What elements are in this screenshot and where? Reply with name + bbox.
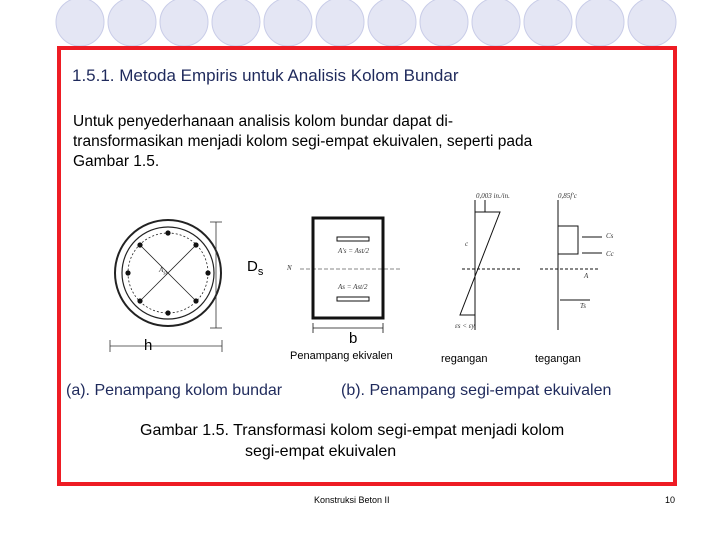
figure-caption-line-1: Gambar 1.5. Transformasi kolom segi-empat menjadi kolom <box>140 422 565 439</box>
penampang-label: Penampang ekivalen <box>290 350 393 362</box>
tegangan-label: tegangan <box>535 353 581 365</box>
equivalent-section <box>300 218 400 333</box>
strain-top-label: 0,003 in./in. <box>476 192 510 200</box>
h-label: h <box>144 337 153 354</box>
stress-diagram <box>540 200 602 330</box>
cc-label: Cc <box>606 250 614 258</box>
area-label-sub: st <box>163 270 168 277</box>
neutral-axis-label: N <box>287 264 292 272</box>
figure-caption <box>140 420 680 462</box>
ds-label-sub: s <box>257 266 264 278</box>
circular-section <box>115 220 221 326</box>
caption-a: (a). Penampang kolom bundar <box>66 382 283 399</box>
stress-top-label: 0,85f'c <box>558 192 577 200</box>
ts-label: Ts <box>580 302 586 310</box>
circle-dimensions <box>110 222 222 352</box>
es-label: εs < εy <box>455 322 475 330</box>
ds-label <box>247 258 263 278</box>
area-label-main: A <box>159 266 164 274</box>
regangan-label: regangan <box>441 353 488 365</box>
body-line-1: Untuk penyederhanaan analisis kolom bundar dapat di- <box>73 113 453 130</box>
depth-c-label: c <box>465 240 469 248</box>
steel-bottom-label: As = Ast/2 <box>338 283 368 291</box>
body-line-3: Gambar 1.5. <box>73 153 160 170</box>
slide-title: 1.5.1. Metoda Empiris untuk Analisis Kolom Bundar <box>72 66 459 85</box>
ds-label-main: D <box>247 258 258 275</box>
caption-b: (b). Penampang segi-empat ekuivalen <box>341 382 612 399</box>
strain-diagram <box>460 200 520 330</box>
cs-label: Cs <box>606 232 614 240</box>
steel-top-label: A's = Ast/2 <box>338 247 369 255</box>
page-number: 10 <box>665 495 676 505</box>
figure-caption-line-2: segi-empat ekuivalen <box>245 443 397 460</box>
area-label <box>159 266 167 276</box>
body-line-2: transformasikan menjadi kolom segi-empat ekuivalen, seperti pada <box>73 133 533 150</box>
footer-text: Konstruksi Beton II <box>314 495 390 505</box>
a-label: A <box>584 272 589 280</box>
b-label: b <box>349 330 358 347</box>
